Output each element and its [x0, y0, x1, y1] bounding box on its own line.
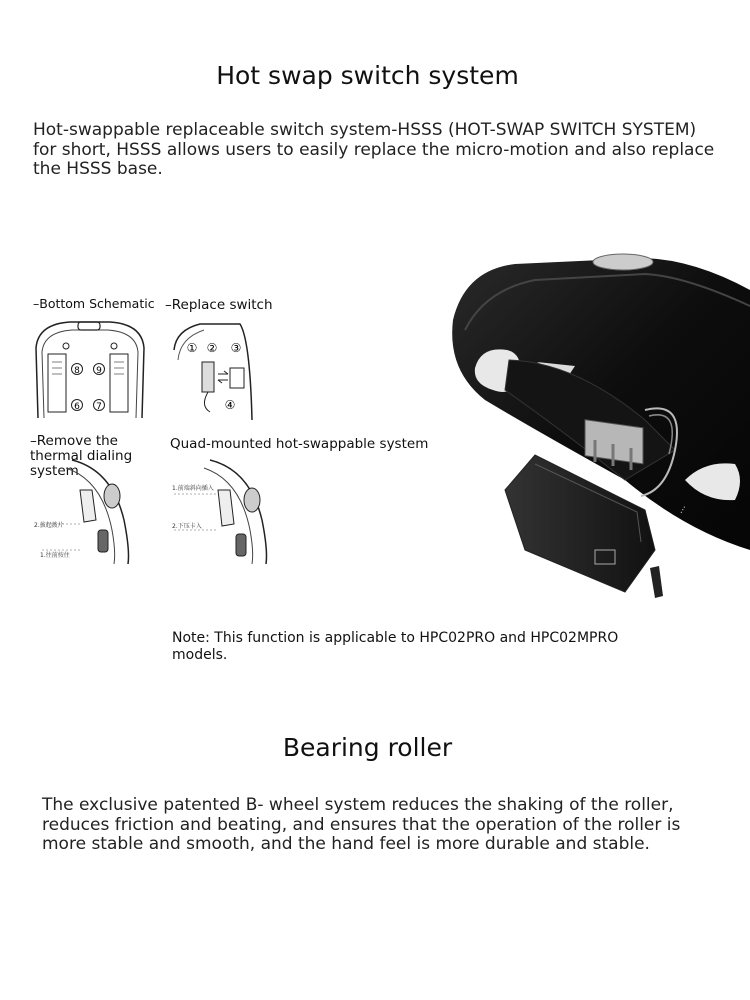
replace-num-4: ④ [224, 398, 236, 412]
mount-step-1: 1.前端斜向插入 [172, 485, 214, 492]
replace-num-1: ① [186, 341, 198, 355]
label-remove-thermal: –Remove the thermal dialing system [30, 433, 133, 479]
remove-step-2: 2.拔起拨片 [34, 522, 64, 529]
section-title-hot-swap: Hot swap switch system [216, 61, 519, 90]
quad-mounted-diagram [170, 460, 285, 565]
label-bottom-schematic: –Bottom Schematic [33, 296, 155, 311]
schematic-num-9: 9 [96, 366, 102, 376]
bearing-roller-description: The exclusive patented B- wheel system reduces the shaking of the roller, reduces friction and beating, and ensures that the operation of the roller is more stable and smooth, and the hand feel is more durable and stable. [42, 795, 681, 854]
schematic-num-8: 8 [74, 366, 80, 376]
mouse-hsss-illustration [445, 250, 750, 600]
remove-step-1: 1.往前按住 [40, 552, 70, 559]
svg-text:⋯: ⋯ [676, 503, 691, 517]
hot-swap-description: Hot-swappable replaceable switch system-HSSS (HOT-SWAP SWITCH SYSTEM) for short, HSSS allows users to easily replace the micro-motion and also replace the HSSS base. [33, 120, 715, 179]
applicability-note: Note: This function is applicable to HPC02PRO and HPC02MPRO models. [172, 630, 619, 663]
schematic-num-6: 6 [74, 402, 80, 412]
bottom-schematic-diagram [30, 318, 150, 418]
label-replace-switch: –Replace switch [165, 297, 273, 313]
replace-num-3: ③ [230, 341, 242, 355]
replace-num-2: ② [206, 341, 218, 355]
section-title-bearing-roller: Bearing roller [282, 733, 453, 762]
replace-switch-diagram [170, 320, 260, 420]
mount-step-2: 2.下压卡入 [172, 523, 202, 530]
label-quad-mounted: Quad-mounted hot-swappable system [170, 436, 429, 452]
remove-thermal-diagram [32, 460, 147, 565]
schematic-num-7: 7 [96, 402, 102, 412]
